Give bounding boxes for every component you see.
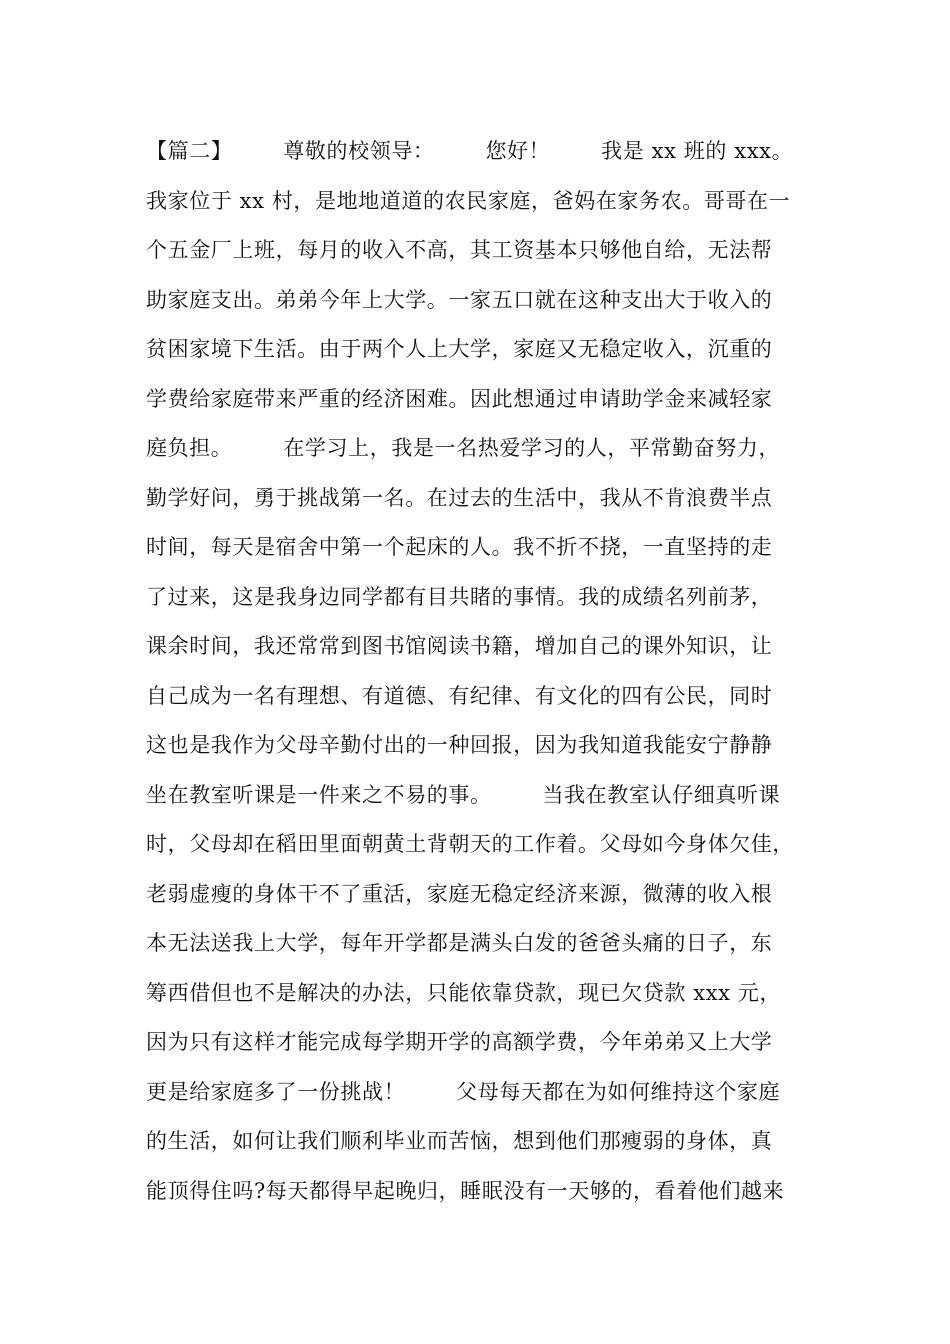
text-line: 【篇二】 尊敬的校领导： 您好！ 我是 xx 班的 xxx。 [146,139,794,163]
text-line: 庭负担。 在学习上，我是一名热爱学习的人，平常勤奋努力， [146,436,781,460]
text-line: 本无法送我上大学，每年开学都是满头白发的爸爸头痛的日子，东 [146,931,773,955]
text-line: 时，父母却在稻田里面朝黄土背朝天的工作着。父母如今身体欠佳， [146,832,794,856]
text-line: 这也是我作为父母辛勤付出的一种回报，因为我知道我能安宁静静 [146,733,773,757]
text-line: 勤学好问，勇于挑战第一名。在过去的生活中，我从不肯浪费半点 [146,486,773,510]
text-line: 能顶得住吗?每天都得早起晚归，睡眠没有一天够的，看着他们越来 [146,1179,785,1203]
text-line: 课余时间，我还常常到图书馆阅读书籍，增加自己的课外知识，让 [146,634,773,658]
text-line: 学费给家庭带来严重的经济困难。因此想通过申请助学金来减轻家 [146,387,773,411]
text-line: 时间，每天是宿舍中第一个起床的人。我不折不挠，一直坚持的走 [146,535,773,559]
text-line: 更是给家庭多了一份挑战！ 父母每天都在为如何维持这个家庭 [146,1080,781,1104]
text-line: 助家庭支出。弟弟今年上大学。一家五口就在这种支出大于收入的 [146,288,773,312]
text-line: 我家位于 xx 村，是地地道道的农民家庭，爸妈在家务农。哥哥在一 [146,189,791,213]
text-line: 了过来，这是我身边同学都有目共睹的事情。我的成绩名列前茅， [146,585,773,609]
text-line: 筹西借但也不是解决的办法，只能依靠贷款，现已欠贷款 xxx 元， [146,981,782,1005]
text-line: 因为只有这样才能完成每学期开学的高额学费，今年弟弟又上大学 [146,1030,773,1054]
text-line: 贫困家境下生活。由于两个人上大学，家庭又无稳定收入，沉重的 [146,337,773,361]
text-line: 自己成为一名有理想、有道德、有纪律、有文化的四有公民，同时 [146,684,773,708]
text-line: 个五金厂上班，每月的收入不高，其工资基本只够他自给，无法帮 [146,238,773,262]
text-line: 老弱虚瘦的身体干不了重活，家庭无稳定经济来源，微薄的收入根 [146,882,773,906]
text-line: 坐在教室听课是一件来之不易的事。 当我在教室认仔细真听课 [146,783,781,807]
text-line: 的生活，如何让我们顺利毕业而苦恼，想到他们那瘦弱的身体，真 [146,1129,773,1153]
